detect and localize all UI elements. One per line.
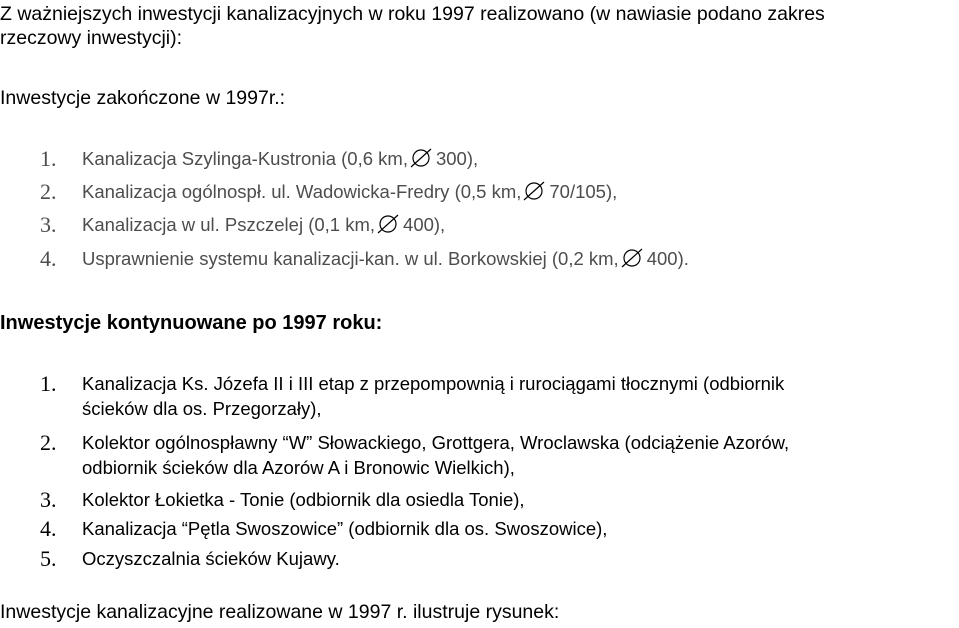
- continued-item-number: 5.: [40, 546, 57, 571]
- continued-item-text: Kolektor Łokietka - Tonie (odbiornik dla osiedla Tonie),: [82, 489, 525, 510]
- completed-item-text: Kanalizacja ogólnospł. ul. Wadowicka-Fredry (0,5 km,: [82, 181, 522, 202]
- completed-item-number: 2.: [40, 179, 57, 204]
- completed-item-diameter: 300),: [435, 148, 479, 169]
- completed-item-diameter: 70/105),: [549, 181, 618, 202]
- continued-item-number: 3.: [40, 487, 57, 512]
- continued-item-text: odbiornik ścieków dla Azorów A i Bronowic Wielkich),: [82, 457, 515, 478]
- completed-item-text: Kanalizacja w ul. Pszczelej (0,1 km,: [82, 214, 376, 235]
- footer-text: Inwestycje kanalizacyjne realizowane w 1997 r. ilustruje rysunek:: [0, 601, 560, 623]
- completed-item-text: Usprawnienie systemu kanalizacji-kan. w ul. Borkowskiej (0,2 km,: [82, 248, 619, 269]
- diameter-icon: [523, 181, 545, 201]
- diameter-icon: [410, 148, 432, 168]
- completed-item-number: 1.: [40, 146, 57, 171]
- completed-title: Inwestycje zakończone w 1997r.:: [0, 87, 286, 109]
- continued-item-number: 1.: [40, 371, 57, 396]
- completed-item-diameter: 400),: [403, 214, 446, 235]
- continued-item-text: Oczyszczalnia ścieków Kujawy.: [82, 548, 340, 569]
- continued-item-text: Kanalizacja “Pętla Swoszowice” (odbiornik dla os. Swoszowice),: [82, 518, 608, 539]
- continued-title: Inwestycje kontynuowane po 1997 roku:: [0, 312, 383, 334]
- continued-item-text: ścieków dla os. Przegorzały),: [82, 398, 322, 419]
- completed-item-diameter: 400).: [646, 248, 689, 269]
- continued-item-text: Kolektor ogólnospławny “W” Słowackiego, Grottgera, Wroclawska (odciążenie Azorów,: [82, 432, 790, 453]
- intro-line-1: Z ważniejszych inwestycji kanalizacyjnych w roku 1997 realizowano (w nawiasie podano zakres: [0, 3, 825, 25]
- completed-item-number: 3.: [40, 212, 57, 237]
- diameter-icon: [621, 248, 643, 268]
- intro-line-2: rzeczowy inwestycji):: [0, 27, 183, 49]
- continued-item-number: 2.: [40, 430, 57, 455]
- continued-item-number: 4.: [40, 516, 57, 541]
- diameter-icon: [377, 214, 399, 234]
- continued-item-text: Kanalizacja Ks. Józefa II i III etap z przepompownią i rurociągami tłocznymi (odbiornik: [82, 373, 785, 394]
- completed-item-text: Kanalizacja Szylinga-Kustronia (0,6 km,: [82, 148, 408, 169]
- completed-item-number: 4.: [40, 246, 57, 271]
